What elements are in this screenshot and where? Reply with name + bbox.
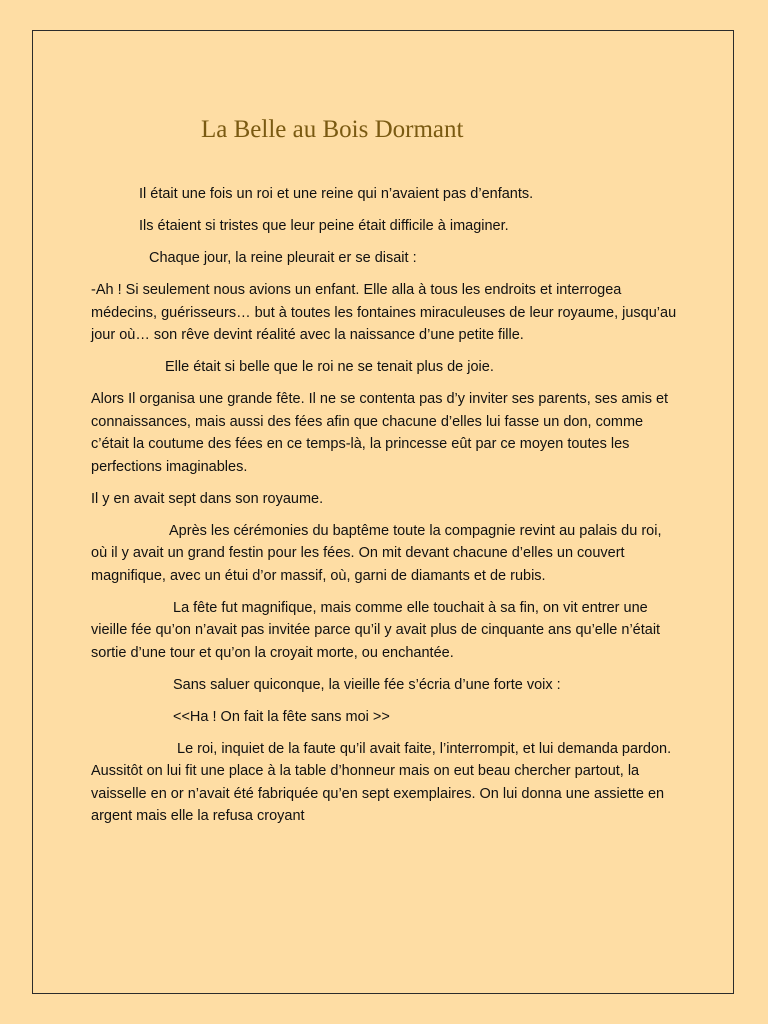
paragraph: <<Ha ! On fait la fête sans moi >>: [173, 708, 390, 725]
paragraph: Elle était si belle que le roi ne se tenait plus de joie.: [165, 359, 494, 375]
paragraph: Après les cérémonies du baptême toute la compagnie revint au palais du roi, où il y avait un grand festin pour les fées. On mit devant chacune d’elles un couvert magnifique, avec un étui d’or massif, où, garni de diamants et de rubis.: [91, 522, 662, 584]
paragraph: Le roi, inquiet de la faute qu’il avait faite, l’interrompit, et lui demanda pardon. Aussitôt on lui fit une place à la table d’honneur mais on eut beau chercher partout, la vaisselle en or n’avait été fabriquée qu’en sept exemplaires. On lui donna une assiette en argent mais elle la refusa croyant: [91, 740, 672, 824]
paragraph: Ils étaient si tristes que leur peine était difficile à imaginer.: [139, 218, 509, 234]
paragraph: Sans saluer quiconque, la vieille fée s’écria d’une forte voix :: [173, 676, 561, 693]
paragraph: Il y en avait sept dans son royaume.: [91, 490, 324, 507]
paragraph: Il était une fois un roi et une reine qui n’avaient pas d’enfants.: [139, 186, 534, 202]
paragraph: La fête fut magnifique, mais comme elle touchait à sa fin, on vit entrer une vieille fée qu’on n’avait pas invitée parce qu’il y avait plus de cinquante ans qu’elle n’était sortie d’une tour et qu’on la croyait morte, ou enchantée.: [91, 599, 661, 661]
document-title: La Belle au Bois Dormant: [201, 116, 464, 143]
document-body: [91, 183, 681, 837]
paragraph: Alors Il organisa une grande fête. Il ne se contenta pas d’y inviter ses parents, ses amis et connaissances, mais aussi des fées afin que chacune d’elles lui fasse un don, comme c’était la coutume des fées en ce temps-là, la princesse eût par ce moyen toutes les perfections imaginables.: [91, 391, 669, 475]
paragraph: Chaque jour, la reine pleurait er se disait :: [149, 250, 417, 266]
paragraph: -Ah ! Si seulement nous avions un enfant. Elle alla à tous les endroits et interrogea médecins, guérisseurs… but à toutes les fontaines miraculeuses de leur royaume, jusqu’au jour où… son rêve devint réalité avec la naissance d’une petite fille.: [91, 282, 677, 343]
